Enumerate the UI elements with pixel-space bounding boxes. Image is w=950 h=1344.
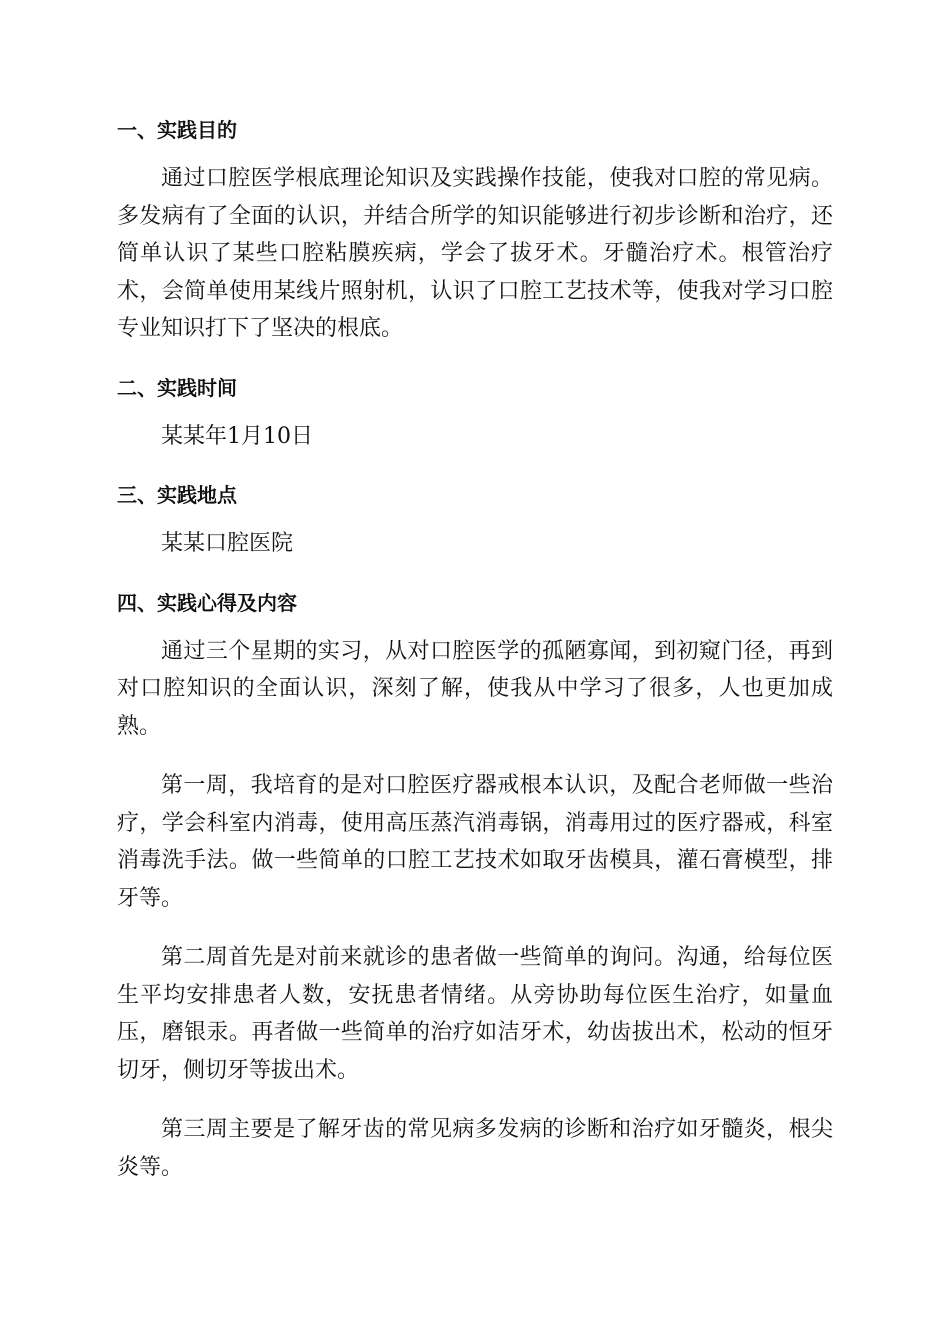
section-heading-location: 三、实践地点 xyxy=(117,483,237,507)
section-heading-experience: 四、实践心得及内容 xyxy=(117,590,297,615)
paragraph-location: 某某口腔医院 xyxy=(161,531,294,556)
document-page xyxy=(117,112,833,1186)
paragraph-week-three: 第三周主要是了解牙齿的常见病多发病的诊断和治疗如牙髓炎，根尖炎等。 xyxy=(117,1117,833,1180)
section-heading-purpose: 一、实践目的 xyxy=(117,118,237,142)
paragraph-week-two: 第二周首先是对前来就诊的患者做一些简单的询问。沟通，给每位医生平均安排患者人数，安抚患者情绪。从旁协助每位医生治疗，如量血压，磨银汞。再者做一些简单的治疗如洁牙术，幼齿拔出术，松动的恒牙切牙，侧切牙等拔出术。 xyxy=(117,945,833,1083)
paragraph-week-one: 第一周，我培育的是对口腔医疗器戒根本认识，及配合老师做一些治疗，学会科室内消毒，使用高压蒸汽消毒锅，消毒用过的医疗器戒，科室消毒洗手法。做一些简单的口腔工艺技术如取牙齿模具，灌石膏模型，排牙等。 xyxy=(117,773,833,911)
paragraph-time: 某某年1月10日 xyxy=(161,423,313,449)
paragraph-experience-intro: 通过三个星期的实习，从对口腔医学的孤陋寡闻，到初窥门径，再到对口腔知识的全面认识，深刻了解，使我从中学习了很多，人也更加成熟。 xyxy=(117,638,833,739)
section-heading-time: 二、实践时间 xyxy=(117,375,237,400)
paragraph-purpose: 通过口腔医学根底理论知识及实践操作技能，使我对口腔的常见病。多发病有了全面的认识，并结合所学的知识能够进行初步诊断和治疗，还简单认识了某些口腔粘膜疾病，学会了拔牙术。牙髓治疗术。根管治疗术，会简单使用某线片照射机，认识了口腔工艺技术等，使我对学习口腔专业知识打下了坚决的根底。 xyxy=(117,166,833,341)
